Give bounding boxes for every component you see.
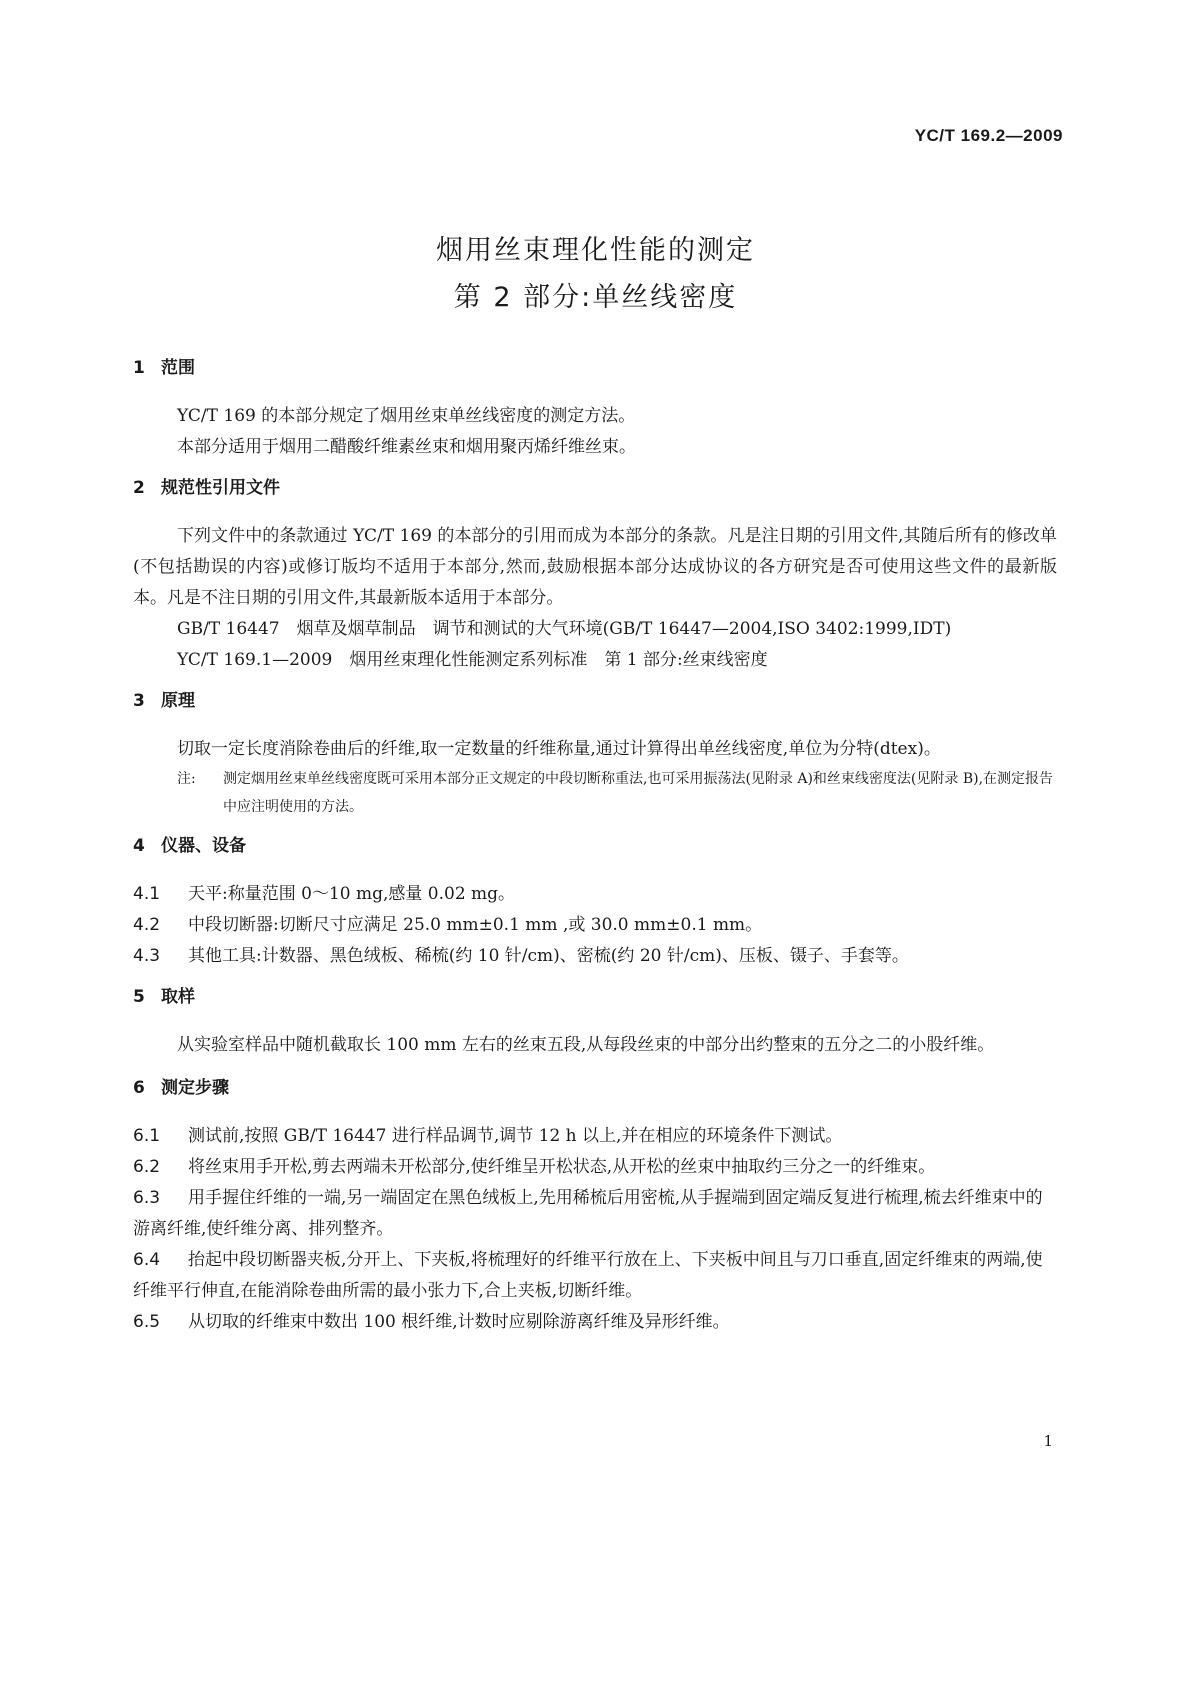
section-apparatus — [133, 835, 1057, 972]
section-title: 仪器、设备 — [161, 836, 246, 856]
clause — [133, 1245, 1057, 1307]
section-title: 原理 — [161, 691, 195, 711]
section-scope — [133, 357, 1057, 463]
section-number: 5 — [133, 987, 145, 1007]
paragraph: 切取一定长度消除卷曲后的纤维,取一定数量的纤维称量,通过计算得出单丝线密度,单位为分特(dtex)。 — [177, 739, 941, 759]
clause — [133, 1121, 1057, 1152]
clause — [133, 1183, 1057, 1245]
reference-item: GB/T 16447 烟草及烟草制品 调节和测试的大气环境(GB/T 16447—2004,ISO 3402:1999,IDT) — [177, 619, 952, 639]
page-number: 1 — [1043, 1432, 1053, 1450]
section-normative-references — [133, 477, 1057, 676]
clause-number: 6.4 — [133, 1250, 161, 1270]
clause — [133, 879, 1057, 910]
clause-text: 抬起中段切断器夹板,分开上、下夹板,将梳理好的纤维平行放在上、下夹板中间且与刀口垂直,固定纤维束的两端,使纤维平行伸直,在能消除卷曲所需的最小张力下,合上夹板,切断纤维。 — [133, 1250, 1043, 1301]
paragraph: YC/T 169 的本部分规定了烟用丝束单丝线密度的测定方法。 — [177, 406, 636, 426]
clause-text: 其他工具:计数器、黑色绒板、稀梳(约 10 针/cm)、密梳(约 20 针/cm)、压板、镊子、手套等。 — [188, 946, 909, 966]
clause-number: 6.1 — [133, 1126, 161, 1146]
document-subtitle: 第 2 部分:单丝线密度 — [453, 282, 738, 313]
clause-number: 6.2 — [133, 1157, 161, 1177]
clause — [133, 1307, 1057, 1338]
paragraph: 从实验室样品中随机截取长 100 mm 左右的丝束五段,从每段丝束的中部分出约整束的五分之二的小股纤维。 — [177, 1035, 995, 1055]
clause-text: 测试前,按照 GB/T 16447 进行样品调节,调节 12 h 以上,并在相应的环境条件下测试。 — [188, 1126, 843, 1146]
paragraph: 本部分适用于烟用二醋酸纤维素丝束和烟用聚丙烯纤维丝束。 — [177, 437, 636, 457]
section-number: 1 — [133, 358, 145, 378]
section-heading — [133, 835, 1057, 857]
clause-number: 6.3 — [133, 1188, 161, 1208]
section-title: 规范性引用文件 — [161, 478, 280, 498]
note-text: 测定烟用丝束单丝线密度既可采用本部分正文规定的中段切断称重法,也可采用振荡法(见附录 A)和丝束线密度法(见附录 B),在测定报告中应注明使用的方法。 — [223, 771, 1054, 815]
note-label: 注: — [177, 771, 196, 787]
section-heading — [133, 477, 1057, 499]
paragraph: 下列文件中的条款通过 YC/T 169 的本部分的引用而成为本部分的条款。凡是注日期的引用文件,其随后所有的修改单(不包括勘误的内容)或修订版均不适用于本部分,然而,鼓励根据本部分达成协议的各方研究是否可使用这些文件的最新版本。凡是不注日期的引用文件,其最新版本适用于本部分。 — [133, 526, 1057, 608]
clause-text: 天平:称量范围 0～10 mg,感量 0.02 mg。 — [188, 884, 516, 904]
clause-text: 中段切断器:切断尺寸应满足 25.0 mm±0.1 mm ,或 30.0 mm±0.1 mm。 — [188, 915, 763, 935]
section-sampling — [133, 986, 1057, 1061]
clause — [133, 910, 1057, 941]
section-procedure — [133, 1077, 1057, 1338]
clause-number: 4.2 — [133, 915, 161, 935]
note — [177, 765, 1057, 821]
clause — [133, 1152, 1057, 1183]
clause-text: 用手握住纤维的一端,另一端固定在黑色绒板上,先用稀梳后用密梳,从手握端到固定端反复进行梳理,梳去纤维束中的游离纤维,使纤维分离、排列整齐。 — [133, 1188, 1043, 1239]
clause — [133, 941, 1057, 972]
reference-item: YC/T 169.1—2009 烟用丝束理化性能测定系列标准 第 1 部分:丝束线密度 — [177, 650, 768, 670]
section-heading — [133, 357, 1057, 379]
document-title: 烟用丝束理化性能的测定 — [436, 235, 755, 266]
section-heading — [133, 1077, 1057, 1099]
clause-text: 从切取的纤维束中数出 100 根纤维,计数时应剔除游离纤维及异形纤维。 — [188, 1312, 730, 1332]
clause-number: 4.3 — [133, 946, 161, 966]
document-body — [133, 357, 1057, 1338]
section-title: 取样 — [161, 987, 195, 1007]
section-heading — [133, 690, 1057, 712]
clause-text: 将丝束用手开松,剪去两端未开松部分,使纤维呈开松状态,从开松的丝束中抽取约三分之一的纤维束。 — [188, 1157, 936, 1177]
section-title: 测定步骤 — [161, 1078, 229, 1098]
section-heading — [133, 986, 1057, 1008]
clause-number: 4.1 — [133, 884, 161, 904]
section-number: 2 — [133, 478, 145, 498]
section-number: 4 — [133, 836, 145, 856]
standard-code: YC/T 169.2—2009 — [914, 126, 1063, 145]
section-number: 3 — [133, 691, 145, 711]
section-number: 6 — [133, 1078, 145, 1098]
section-principle — [133, 690, 1057, 821]
clause-number: 6.5 — [133, 1312, 161, 1332]
section-title: 范围 — [161, 358, 195, 378]
